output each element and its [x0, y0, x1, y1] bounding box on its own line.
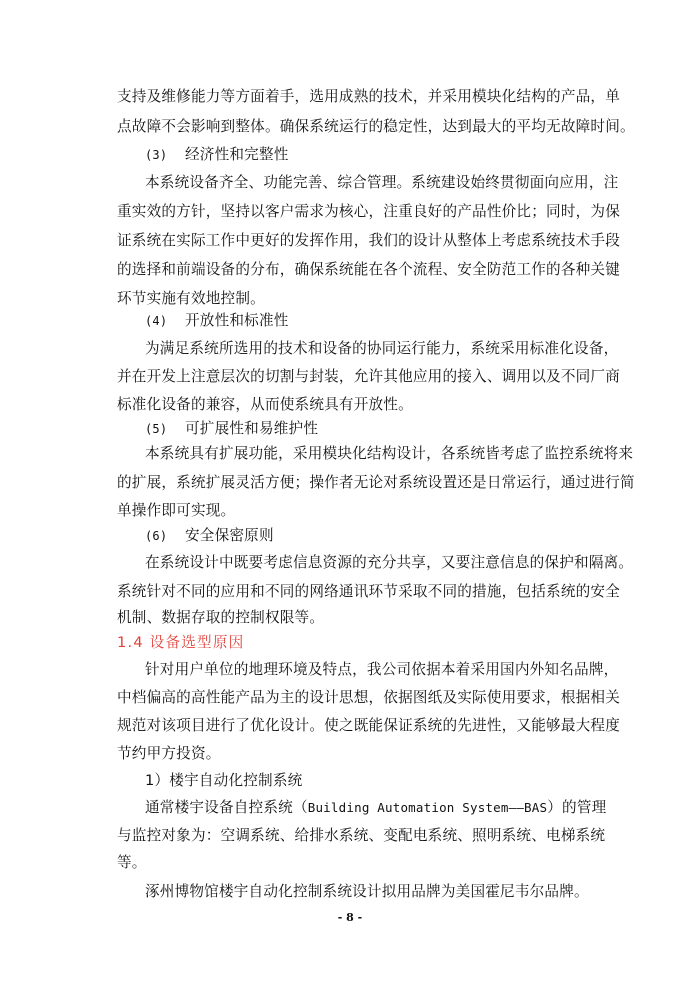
paragraph-line: 的选择和前端设备的分布，确保系统能在各个流程、安全防范工作的各种关键	[117, 261, 620, 278]
section-heading: 1.4 设备选型原因	[117, 634, 245, 651]
paragraph-line: 等。	[117, 854, 147, 871]
paragraph-line: 针对用户单位的地理环境及特点，我公司依据本着采用国内外知名品牌，	[145, 661, 619, 678]
list-item-6	[145, 526, 629, 546]
list-item-label: 开放性和标准性	[185, 312, 289, 329]
list-item-label: 安全保密原则	[185, 527, 274, 544]
paragraph-line-bas	[145, 798, 629, 818]
paragraph-line: 并在开发上注意层次的切割与封装，允许其他应用的接入、调用以及不同厂商	[117, 368, 620, 385]
paragraph-line: 点故障不会影响到整体。确保系统运行的稳定性，达到最大的平均无故障时间。	[117, 118, 635, 135]
list-item-3	[145, 145, 629, 165]
paragraph-line: 证系统在实际工作中更好的发挥作用，我们的设计从整体上考虑系统技术手段	[117, 232, 620, 249]
paragraph-line: 在系统设计中既要考虑信息资源的充分共享，又要注意信息的保护和隔离。	[145, 554, 634, 571]
page-number: - 8 -	[337, 911, 363, 924]
paragraph-line: 系统针对不同的应用和不同的网络通讯环节采取不同的措施，包括系统的安全	[117, 583, 620, 600]
paragraph-line: 环节实施有效地控制。	[117, 290, 265, 307]
bas-term: Building Automation System——BAS	[307, 800, 548, 815]
list-item-label: 经济性和完整性	[185, 146, 289, 163]
paragraph-line: 中档偏高的高性能产品为主的设计思想，依据图纸及实际使用要求，根据相关	[117, 689, 620, 706]
paragraph-line: 的扩展，系统扩展灵活方便；操作者无论对系统设置还是日常运行，通过进行简	[117, 474, 635, 491]
paragraph-line: 涿州博物馆楼宇自动化控制系统设计拟用品牌为美国霍尼韦尔品牌。	[145, 883, 589, 900]
paragraph-line: 本系统具有扩展功能，采用模块化结构设计，各系统皆考虑了监控系统将来	[145, 445, 634, 462]
paragraph-line: 单操作即可实现。	[117, 502, 236, 519]
list-item-number: (4)	[145, 314, 168, 328]
list-item-5	[145, 419, 629, 439]
paragraph-line: 规范对该项目进行了优化设计。使之既能保证系统的先进性，又能够最大程度	[117, 717, 620, 734]
list-item-label: 可扩展性和易维护性	[185, 420, 319, 437]
sub-item-heading: 1）楼宇自动化控制系统	[145, 772, 303, 789]
paragraph-line: 机制、数据存取的控制权限等。	[117, 609, 325, 626]
list-item-number: (5)	[145, 422, 168, 436]
paragraph-line: 为满足系统所选用的技术和设备的协同运行能力，系统采用标准化设备，	[145, 340, 619, 357]
paragraph-line: 本系统设备齐全、功能完善、综合管理。系统建设始终贯彻面向应用，注	[145, 174, 619, 191]
paragraph-line: 标准化设备的兼容，从而使系统具有开放性。	[117, 396, 413, 413]
list-item-4	[145, 311, 629, 331]
paragraph-line: 节约甲方投资。	[117, 745, 221, 762]
list-item-number: (6)	[145, 529, 168, 543]
list-item-number: (3)	[145, 148, 168, 162]
paragraph-line: 重实效的方针，坚持以客户需求为核心，注重良好的产品性价比；同时，为保	[117, 203, 620, 220]
paragraph-line: 支持及维修能力等方面着手，选用成熟的技术，并采用模块化结构的产品，单	[117, 88, 620, 105]
bas-prefix: 通常楼宇设备自控系统（	[145, 799, 308, 816]
paragraph-line: 与监控对象为：空调系统、给排水系统、变配电系统、照明系统、电梯系统	[117, 827, 606, 844]
bas-suffix: ）的管理	[547, 799, 607, 816]
